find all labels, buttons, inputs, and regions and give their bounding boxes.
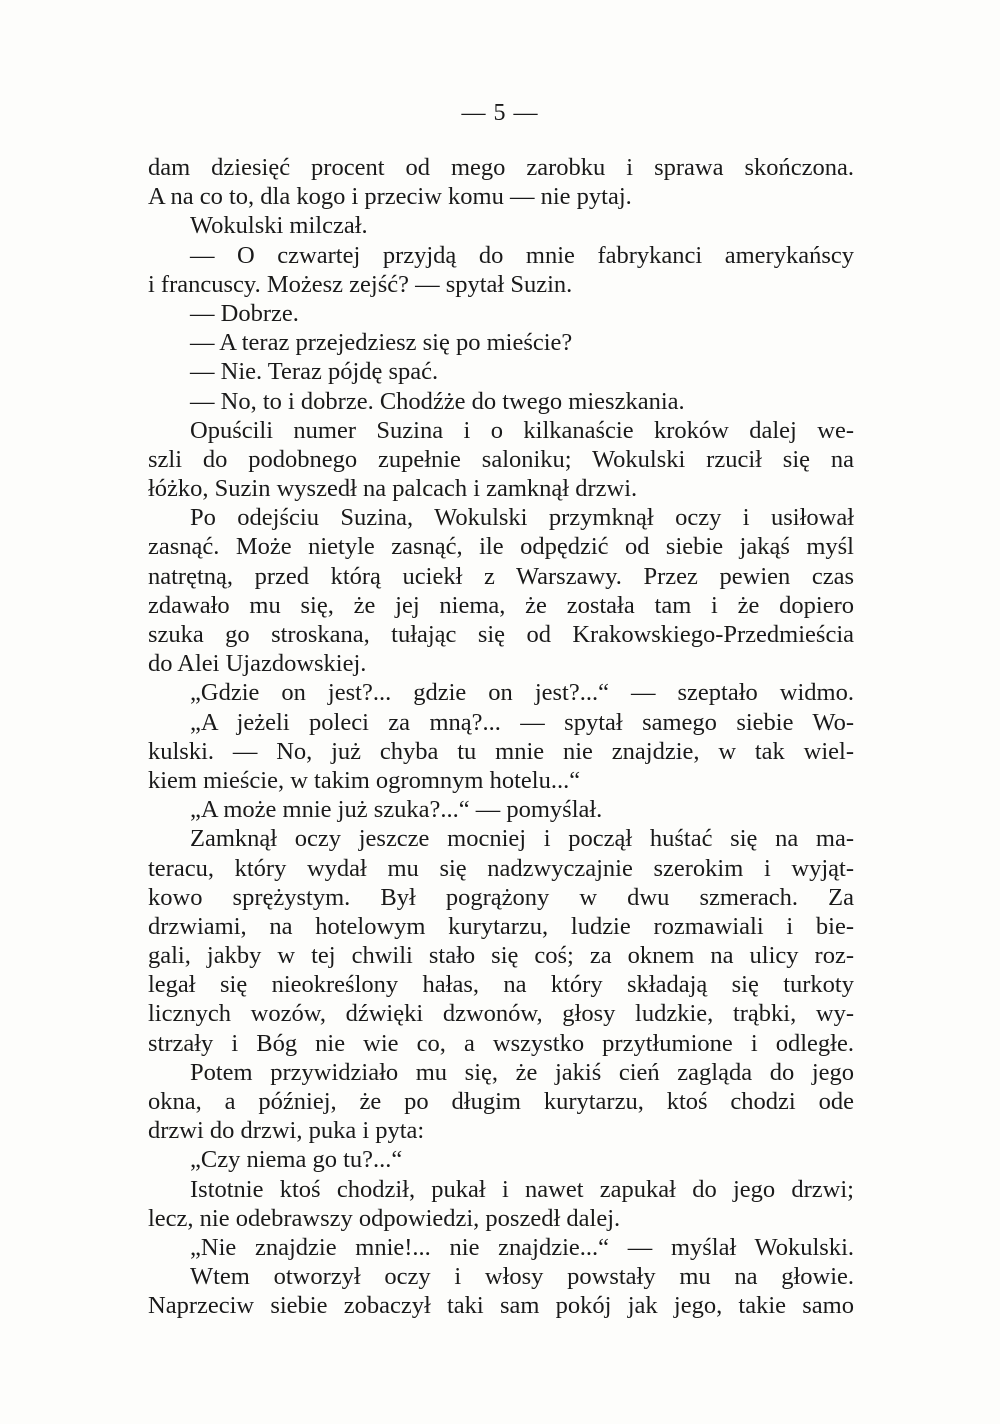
text-line: szuka go stroskana, tułając się od Krakowskiego-Przedmieścia <box>148 621 854 648</box>
text-line: dam dziesięć procent od mego zarobku i sprawa skończona. <box>148 154 854 181</box>
page-number: — 5 — <box>461 100 539 126</box>
text-line: legał się nieokreślony hałas, na który składają się turkoty <box>148 971 854 999</box>
text-line: „Czy niema go tu?...“ <box>190 1146 403 1174</box>
text-line: strzały i Bóg nie wie co, a wszystko przytłumione i odległe. <box>148 1029 854 1057</box>
text-line: drzwiami, na hotelowym kurytarzu, ludzie rozmawiali i bie- <box>148 912 854 940</box>
text-line: „A może mnie już szuka?...“ — pomyślał. <box>190 796 603 824</box>
text-line: i francuscy. Możesz zejść? — spytał Suzin. <box>148 270 573 298</box>
text-line: — O czwartej przyjdą do mnie fabrykanci amerykańscy <box>190 241 854 269</box>
text-line: Wtem otworzył oczy i włosy powstały mu na głowie. <box>190 1263 854 1291</box>
text-line: licznych wozów, dźwięki dzwonów, głosy ludzkie, trąbki, wy- <box>148 1000 854 1028</box>
text-line: teracu, który wydał mu się nadzwyczajnie szerokim i wyjąt- <box>148 854 854 882</box>
text-line: A na co to, dla kogo i przeciw komu — nie pytaj. <box>148 183 632 211</box>
body-text <box>148 153 854 1321</box>
text-line: „Gdzie on jest?... gdzie on jest?...“ — szeptało widmo. <box>190 679 854 707</box>
text-line: drzwi do drzwi, puka i pyta: <box>148 1117 425 1145</box>
text-line: gali, jakby w tej chwili stało się coś; za oknem na ulicy roz- <box>148 942 854 970</box>
text-line: Opuścili numer Suzina i o kilkanaście kroków dalej we- <box>190 416 854 444</box>
text-line: Wokulski milczał. <box>190 212 368 240</box>
text-line: zasnąć. Może nietyle zasnąć, ile odpędzić od siebie jakąś myśl <box>148 533 854 561</box>
text-line: — A teraz przejedziesz się po mieście? <box>190 329 573 357</box>
text-line: lecz, nie odebrawszy odpowiedzi, poszedł dalej. <box>148 1204 621 1232</box>
text-line: Zamknął oczy jeszcze mocniej i począł huśtać się na ma- <box>190 825 854 853</box>
text-line: kulski. — No, już chyba tu mnie nie znajdzie, w tak wiel- <box>148 737 854 765</box>
text-line: natrętną, przed którą uciekł z Warszawy. Przez pewien czas <box>148 562 854 590</box>
text-line: Potem przywidziało mu się, że jakiś cień zagląda do jego <box>190 1058 854 1086</box>
text-line: kiem mieście, w takim ogromnym hotelu...“ <box>148 766 581 794</box>
text-line: „A jeżeli poleci za mną?... — spytał samego siebie Wo- <box>190 708 854 736</box>
text-line: — Nie. Teraz pójdę spać. <box>190 358 439 386</box>
text-line: — No, to i dobrze. Chodźże do twego mieszkania. <box>190 387 685 415</box>
text-line: Po odejściu Suzina, Wokulski przymknął oczy i usiłował <box>190 504 854 532</box>
text-line: Naprzeciw siebie zobaczył taki sam pokój jak jego, takie samo <box>148 1292 854 1320</box>
text-line: zdawało mu się, że jej niema, że została tam i że dopiero <box>148 591 854 619</box>
text-line: „Nie znajdzie mnie!... nie znajdzie...“ — myślał Wokulski. <box>190 1233 854 1261</box>
text-line: — Dobrze. <box>190 299 299 327</box>
text-line: do Alei Ujazdowskiej. <box>148 650 367 678</box>
text-line: okna, a później, że po długim kurytarzu, ktoś chodzi ode <box>148 1088 854 1115</box>
text-line: kowo sprężystym. Był pogrążony w dwu szmerach. Za <box>148 883 854 911</box>
text-line: łóżko, Suzin wyszedł na palcach i zamknął drzwi. <box>148 475 638 503</box>
text-line: Istotnie ktoś chodził, pukał i nawet zapukał do jego drzwi; <box>190 1175 854 1203</box>
text-line: szli do podobnego zupełnie saloniku; Wokulski rzucił się na <box>148 445 854 473</box>
